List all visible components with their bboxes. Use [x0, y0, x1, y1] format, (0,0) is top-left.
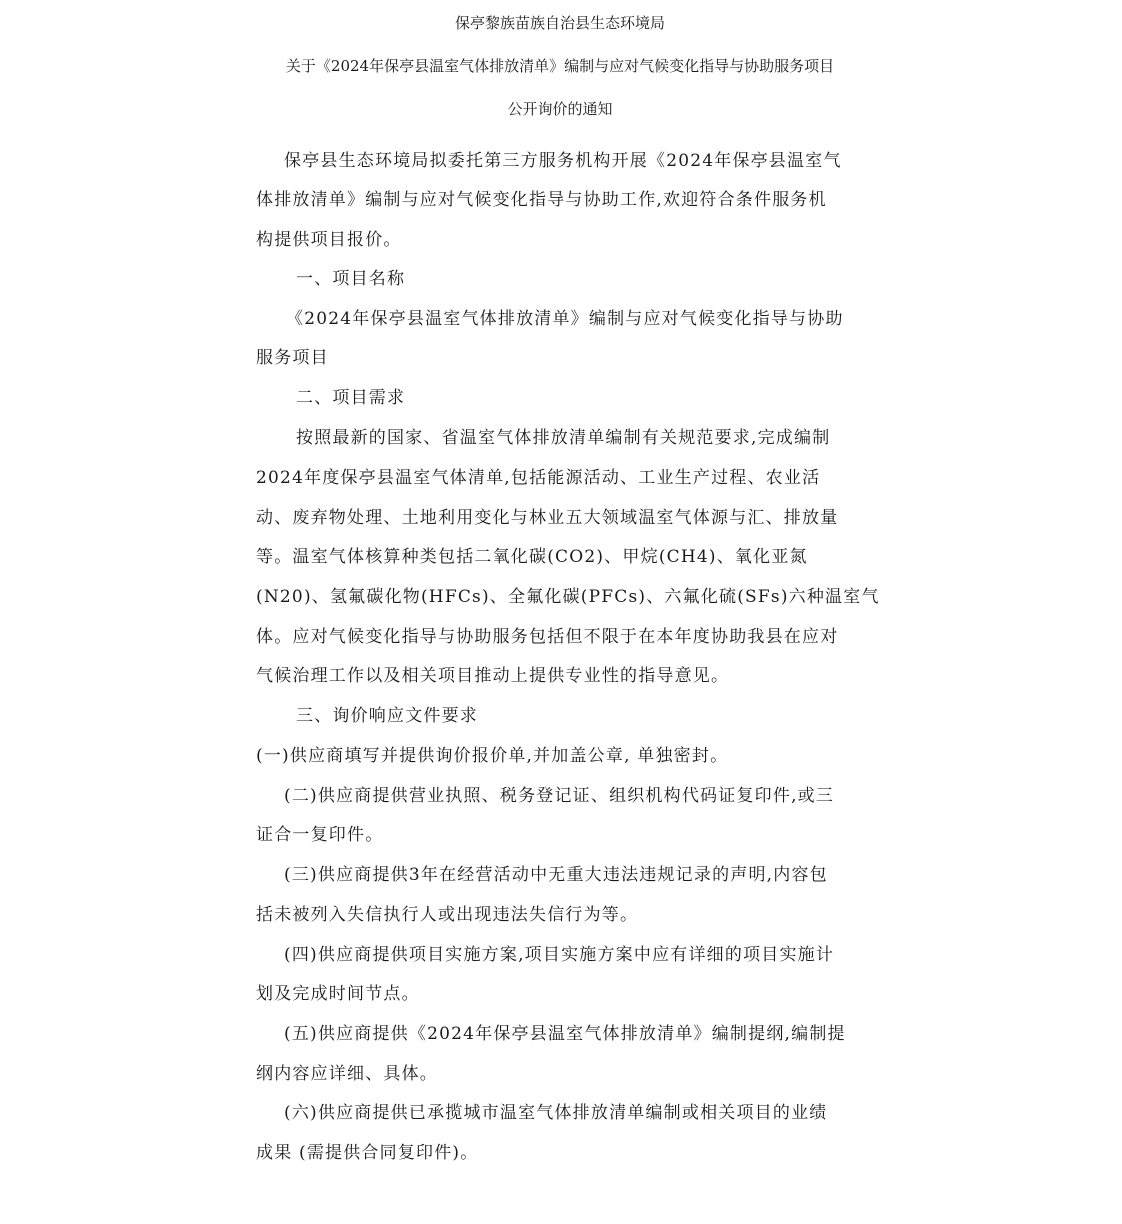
intro-line: 体排放清单》编制与应对气候变化指导与协助工作,欢迎符合条件服务机	[256, 190, 827, 210]
intro-line: 构提供项目报价。	[256, 230, 402, 250]
requirement-item-5-cont: 纲内容应详细、具体。	[256, 1064, 438, 1084]
section2-line: 2024年度保亭县温室气体清单,包括能源活动、工业生产过程、农业活	[256, 468, 821, 488]
agency-name: 保亭黎族苗族自治县生态环境局	[454, 14, 665, 32]
requirement-item-4-cont: 划及完成时间节点。	[256, 984, 420, 1004]
requirement-item-2-cont: 证合一复印件。	[256, 825, 384, 845]
section-heading-project-requirements: 二、项目需求	[296, 388, 406, 408]
notice-title-line-1: 关于《2024年保亭县温室气体排放清单》编制与应对气候变化指导与协助服务项目	[285, 57, 835, 75]
requirement-item-6: (六)供应商提供已承揽城市温室气体排放清单编制或相关项目的业绩	[284, 1103, 828, 1123]
section-heading-response-requirements: 三、询价响应文件要求	[296, 706, 478, 726]
section2-line: 按照最新的国家、省温室气体排放清单编制有关规范要求,完成编制	[296, 428, 831, 448]
requirement-item-5: (五)供应商提供《2024年保亭县温室气体排放清单》编制提纲,编制提	[284, 1024, 846, 1044]
requirement-item-6-cont: 成果 (需提供合同复印件)。	[256, 1143, 479, 1163]
notice-title-line-2: 公开询价的通知	[507, 100, 613, 118]
requirement-item-4: (四)供应商提供项目实施方案,项目实施方案中应有详细的项目实施计	[284, 945, 835, 965]
requirement-item-1: (一)供应商填写并提供询价报价单,并加盖公章, 单独密封。	[256, 746, 729, 766]
requirement-item-3-cont: 括未被列入失信执行人或出现违法失信行为等。	[256, 905, 639, 925]
section1-line: 《2024年保亭县温室气体排放清单》编制与应对气候变化指导与协助	[286, 309, 844, 329]
section2-line: 动、废弃物处理、土地利用变化与林业五大领域温室气体源与汇、排放量	[256, 508, 839, 528]
section2-line: 气候治理工作以及相关项目推动上提供专业性的指导意见。	[256, 666, 730, 686]
section-heading-project-name: 一、项目名称	[296, 269, 406, 289]
section2-line: (N20)、氢氟碳化物(HFCs)、全氟化碳(PFCs)、六氟化硫(SFs)六种温室气	[256, 587, 880, 607]
section1-line: 服务项目	[256, 348, 329, 368]
section2-line: 体。应对气候变化指导与协助服务包括但不限于在本年度协助我县在应对	[256, 627, 839, 647]
section2-line: 等。温室气体核算种类包括二氧化碳(CO2)、甲烷(CH4)、氧化亚氮	[256, 547, 808, 567]
requirement-item-2: (二)供应商提供营业执照、税务登记证、组织机构代码证复印件,或三	[284, 786, 835, 806]
intro-line: 保亭县生态环境局拟委托第三方服务机构开展《2024年保亭县温室气	[284, 151, 842, 171]
requirement-item-3: (三)供应商提供3年在经营活动中无重大违法违规记录的声明,内容包	[284, 865, 828, 885]
